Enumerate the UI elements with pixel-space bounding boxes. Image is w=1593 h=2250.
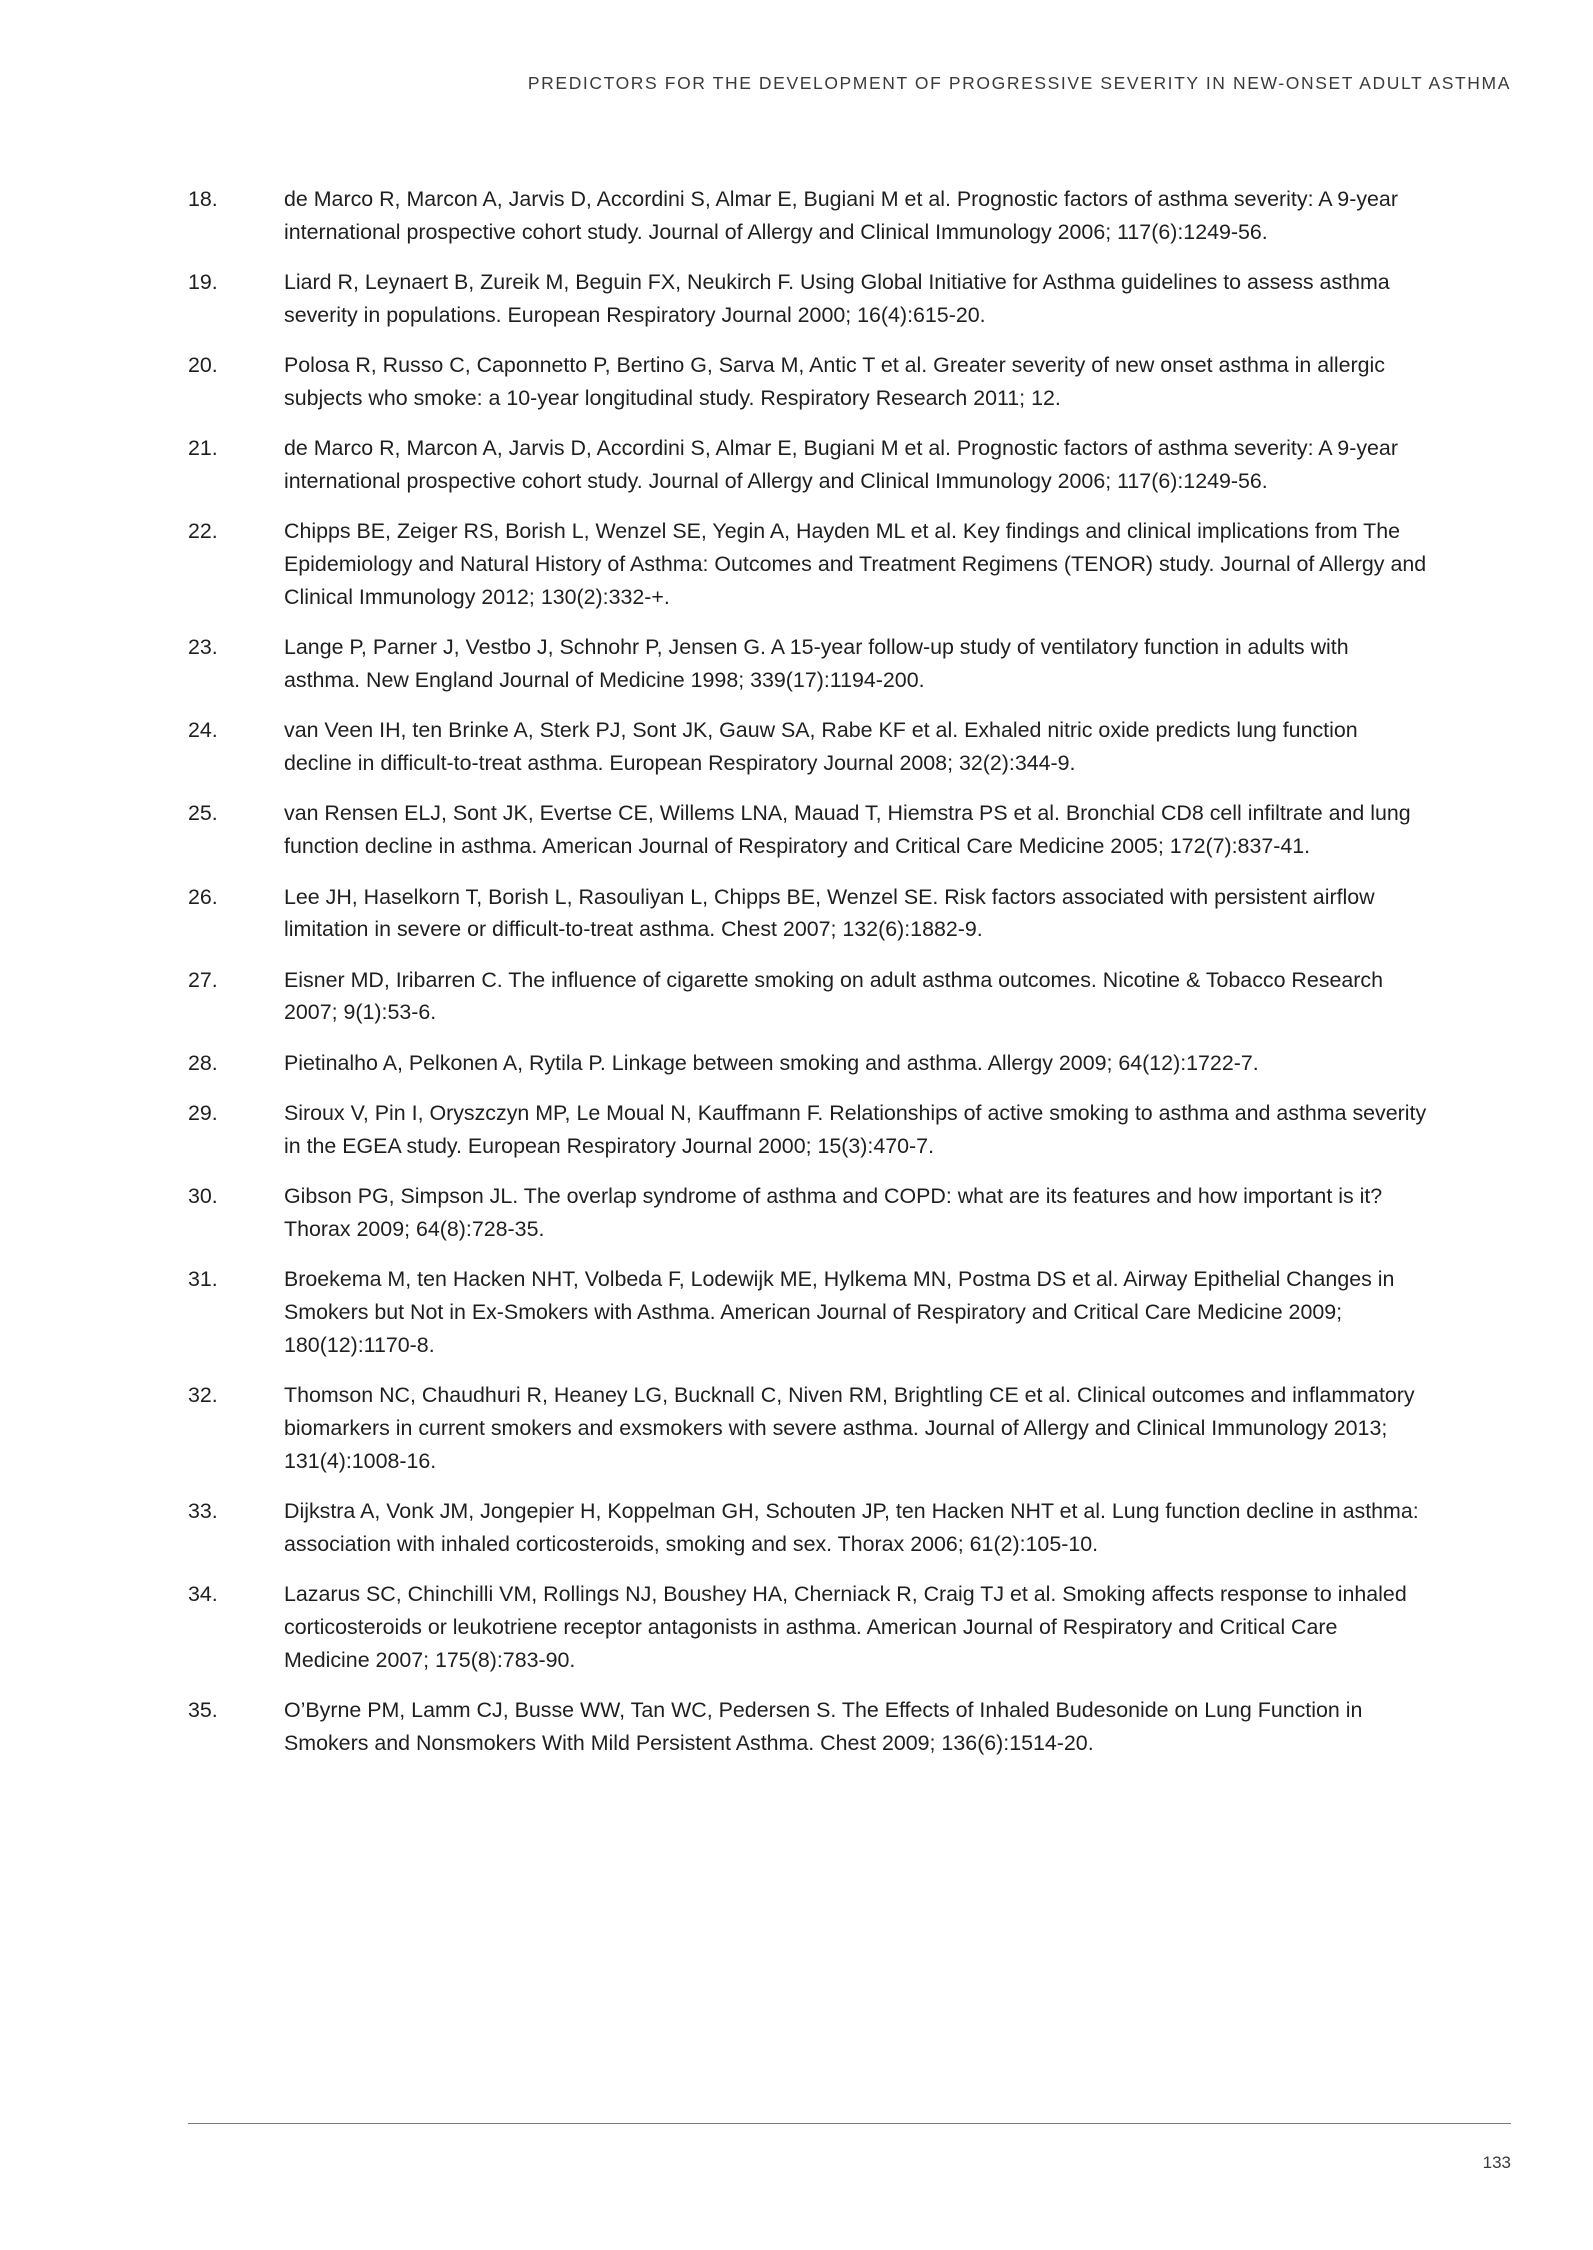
- reference-text: Dijkstra A, Vonk JM, Jongepier H, Koppelman GH, Schouten JP, ten Hacken NHT et al. Lung function decline in asthma: association with inhaled corticosteroids, smoking and sex. Thorax 2006; 61(2):105-10.: [284, 1499, 1419, 1556]
- reference-number: 26.: [188, 884, 218, 909]
- reference-text: Chipps BE, Zeiger RS, Borish L, Wenzel SE, Yegin A, Hayden ML et al. Key findings and clinical implications from The Epidemiology and Natural History of Asthma: Outcomes and Treatment Regimens (TENOR) study. Journal of Allergy and Clinical Immunology 2012; 130(2):332-+.: [284, 519, 1427, 609]
- reference-text: Pietinalho A, Pelkonen A, Rytila P. Linkage between smoking and asthma. Allergy 2009; 64(12):1722-7.: [284, 1050, 1259, 1075]
- running-header: PREDICTORS FOR THE DEVELOPMENT OF PROGRESSIVE SEVERITY IN NEW-ONSET ADULT ASTHMA: [527, 73, 1511, 93]
- reference-item: [188, 714, 1428, 780]
- reference-list: [188, 183, 1428, 1777]
- reference-text: van Veen IH, ten Brinke A, Sterk PJ, Sont JK, Gauw SA, Rabe KF et al. Exhaled nitric oxide predicts lung function decline in difficult-to-treat asthma. European Respiratory Journal 2008; 32(2):344-9.: [284, 718, 1358, 776]
- reference-text: de Marco R, Marcon A, Jarvis D, Accordini S, Almar E, Bugiani M et al. Prognostic factors of asthma severity: A 9-year international prospective cohort study. Journal of Allergy and Clinical Immunology 2006; 117(6):1249-56.: [284, 436, 1398, 494]
- reference-item: [188, 1379, 1428, 1477]
- reference-number: 22.: [188, 519, 218, 544]
- reference-item: [188, 349, 1428, 415]
- reference-number: 28.: [188, 1050, 218, 1075]
- reference-number: 19.: [188, 270, 218, 295]
- reference-number: 27.: [188, 967, 218, 992]
- reference-number: 20.: [188, 353, 218, 378]
- reference-item: [188, 797, 1428, 863]
- reference-item: [188, 1263, 1428, 1361]
- reference-text: Broekema M, ten Hacken NHT, Volbeda F, Lodewijk ME, Hylkema MN, Postma DS et al. Airway Epithelial Changes in Smokers but Not in Ex-Smokers with Asthma. American Journal of Respiratory and Critical Care Medicine 2009; 180(12):1170-8.: [284, 1267, 1395, 1357]
- reference-text: Siroux V, Pin I, Oryszczyn MP, Le Moual N, Kauffmann F. Relationships of active smoking to asthma and asthma severity in the EGEA study. European Respiratory Journal 2000; 15(3):470-7.: [284, 1101, 1427, 1158]
- reference-number: 18.: [188, 187, 218, 211]
- reference-number: 29.: [188, 1101, 218, 1126]
- reference-item: [188, 1097, 1428, 1163]
- reference-text: Lazarus SC, Chinchilli VM, Rollings NJ, Boushey HA, Cherniack R, Craig TJ et al. Smoking affects response to inhaled corticosteroids or leukotriene receptor antagonists in asthma. American Journal of Respiratory and Critical Care Medicine 2007; 175(8):783-90.: [284, 1582, 1407, 1672]
- reference-item: [188, 432, 1428, 498]
- reference-text: Gibson PG, Simpson JL. The overlap syndrome of asthma and COPD: what are its features and how important is it? Thorax 2009; 64(8):728-35.: [284, 1184, 1383, 1241]
- reference-item: [188, 631, 1428, 697]
- reference-item: [188, 1694, 1428, 1760]
- reference-number: 31.: [188, 1267, 218, 1292]
- reference-text: Thomson NC, Chaudhuri R, Heaney LG, Bucknall C, Niven RM, Brightling CE et al. Clinical outcomes and inflammatory biomarkers in current smokers and exsmokers with severe asthma. Journal of Allergy and Clinical Immunology 2013; 131(4):1008-16.: [284, 1383, 1415, 1473]
- reference-number: 34.: [188, 1582, 218, 1607]
- footer-divider: [188, 2123, 1511, 2124]
- reference-number: 24.: [188, 718, 218, 743]
- reference-text: Eisner MD, Iribarren C. The influence of cigarette smoking on adult asthma outcomes. Nicotine & Tobacco Research 2007; 9(1):53-6.: [284, 967, 1383, 1025]
- reference-item: [188, 1180, 1428, 1246]
- reference-number: 35.: [188, 1697, 218, 1722]
- reference-item: [188, 183, 1428, 249]
- reference-item: [188, 1047, 1428, 1080]
- reference-item: [188, 1578, 1428, 1676]
- reference-text: Liard R, Leynaert B, Zureik M, Beguin FX, Neukirch F. Using Global Initiative for Asthma guidelines to assess asthma severity in populations. European Respiratory Journal 2000; 16(4):615-20.: [284, 270, 1390, 327]
- reference-item: [188, 964, 1428, 1030]
- reference-number: 32.: [188, 1383, 218, 1408]
- page-number: 133: [1482, 2153, 1511, 2172]
- reference-item: [188, 881, 1428, 947]
- reference-item: [188, 515, 1428, 613]
- reference-item: [188, 266, 1428, 332]
- reference-number: 21.: [188, 436, 218, 461]
- reference-item: [188, 1495, 1428, 1561]
- reference-text: Polosa R, Russo C, Caponnetto P, Bertino G, Sarva M, Antic T et al. Greater severity of new onset asthma in allergic subjects who smoke: a 10-year longitudinal study. Respiratory Research 2011; 12.: [284, 353, 1385, 410]
- reference-text: O’Byrne PM, Lamm CJ, Busse WW, Tan WC, Pedersen S. The Effects of Inhaled Budesonide on Lung Function in Smokers and Nonsmokers With Mild Persistent Asthma. Chest 2009; 136(6):1514-20.: [284, 1697, 1363, 1755]
- reference-number: 30.: [188, 1184, 218, 1209]
- reference-text: Lange P, Parner J, Vestbo J, Schnohr P, Jensen G. A 15-year follow-up study of ventilatory function in adults with asthma. New England Journal of Medicine 1998; 339(17):1194-200.: [284, 635, 1349, 693]
- reference-text: de Marco R, Marcon A, Jarvis D, Accordini S, Almar E, Bugiani M et al. Prognostic factors of asthma severity: A 9-year international prospective cohort study. Journal of Allergy and Clinical Immunology 2006; 117(6):1249-56.: [284, 187, 1398, 244]
- reference-number: 25.: [188, 801, 218, 826]
- reference-text: van Rensen ELJ, Sont JK, Evertse CE, Willems LNA, Mauad T, Hiemstra PS et al. Bronchial CD8 cell infiltrate and lung function decline in asthma. American Journal of Respiratory and Critical Care Medicine 2005; 172(7):837-41.: [284, 801, 1411, 859]
- reference-number: 23.: [188, 635, 218, 660]
- reference-text: Lee JH, Haselkorn T, Borish L, Rasouliyan L, Chipps BE, Wenzel SE. Risk factors associated with persistent airflow limitation in severe or difficult-to-treat asthma. Chest 2007; 132(6):1882-9.: [284, 884, 1375, 942]
- reference-number: 33.: [188, 1499, 218, 1523]
